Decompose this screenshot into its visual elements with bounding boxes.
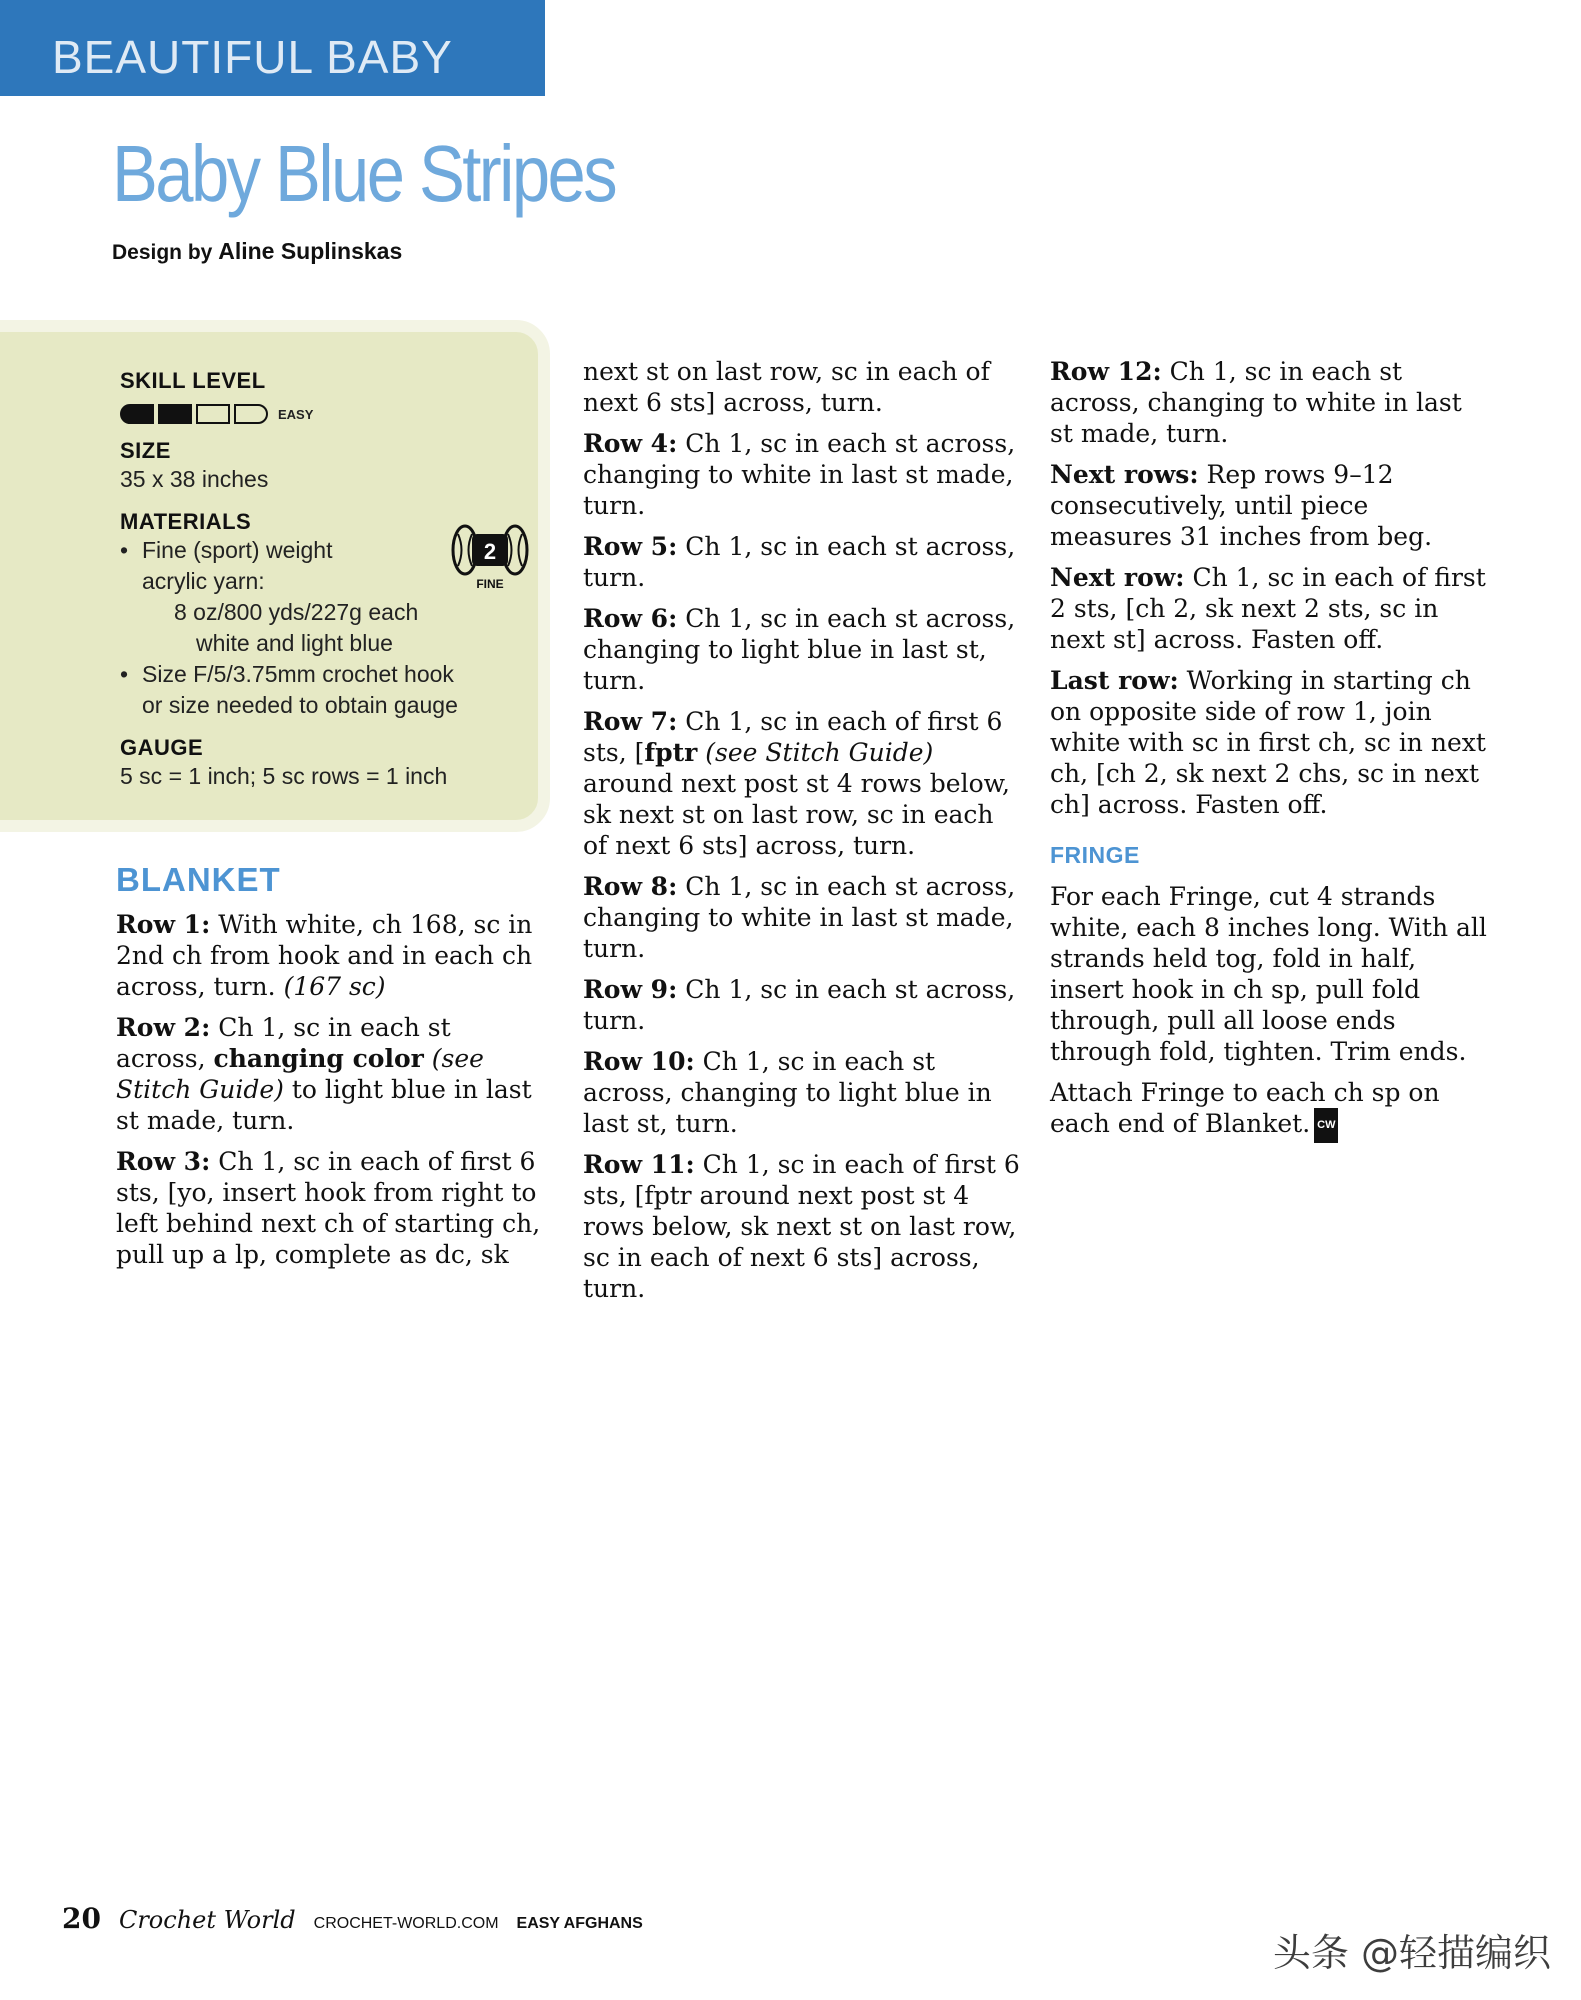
yarn-weight-icon bbox=[450, 520, 530, 600]
skill-box-2 bbox=[158, 404, 192, 424]
magazine-name: Crochet World bbox=[118, 1906, 296, 1934]
row-3-continued: next st on last row, sc in each of next 6 sts] across, turn. bbox=[583, 357, 990, 417]
page-number: 20 bbox=[62, 1902, 101, 1935]
hook-line-2: or size needed to obtain gauge bbox=[142, 692, 458, 718]
page-title: Baby Blue Stripes bbox=[112, 129, 616, 218]
gauge-heading: GAUGE bbox=[120, 735, 204, 760]
skill-box-3 bbox=[196, 404, 230, 424]
end-mark-icon: CW bbox=[1314, 1108, 1338, 1143]
fringe-para-2: Attach Fringe to each ch sp on each end of Blanket. CW bbox=[1050, 1077, 1490, 1143]
hook-line-1: • Size F/5/3.75mm crochet hook bbox=[142, 661, 454, 687]
row-4: Row 4: Ch 1, sc in each st across, changing to white in last st made, turn. bbox=[583, 429, 1016, 520]
yarn-line-4: white and light blue bbox=[196, 630, 393, 656]
row-6: Row 6: Ch 1, sc in each st across, changing to light blue in last st, turn. bbox=[583, 604, 1016, 695]
materials-heading: MATERIALS bbox=[120, 509, 252, 534]
next-rows: Next rows: Rep rows 9–12 consecutively, until piece measures 31 inches from beg. bbox=[1050, 460, 1433, 551]
page-footer bbox=[62, 1902, 643, 1935]
row-1: Row 1: With white, ch 168, sc in 2nd ch from hook and in each ch across, turn. (167 sc) bbox=[116, 910, 533, 1001]
size-heading: SIZE bbox=[120, 438, 171, 463]
row-5: Row 5: Ch 1, sc in each st across, turn. bbox=[583, 532, 1016, 592]
design-by-label: Design by bbox=[112, 241, 213, 264]
size-value: 35 x 38 inches bbox=[120, 466, 269, 492]
gauge-value: 5 sc = 1 inch; 5 sc rows = 1 inch bbox=[120, 763, 448, 789]
row-12: Row 12: Ch 1, sc in each st across, changing to white in last st made, turn. bbox=[1050, 357, 1462, 448]
watermark: 头条 @轻描编织 bbox=[1272, 1931, 1551, 1975]
column-1 bbox=[116, 861, 546, 1280]
next-row: Next row: Ch 1, sc in each of first 2 sts, [ch 2, sk next 2 sts, sc in next st] across. Fasten off. bbox=[1050, 563, 1486, 654]
column-3 bbox=[1050, 356, 1490, 1153]
designer-name: Aline Suplinskas bbox=[218, 238, 403, 264]
row-2: Row 2: Ch 1, sc in each st across, changing color (see Stitch Guide) to light blue in last st made, turn. bbox=[116, 1013, 532, 1135]
row-9: Row 9: Ch 1, sc in each st across, turn. bbox=[583, 975, 1016, 1035]
skill-level-value: EASY bbox=[278, 406, 314, 422]
row-11: Row 11: Ch 1, sc in each of first 6 sts, [fptr around next post st 4 rows below, sk next st on last row, sc in each of next 6 sts] across, turn. bbox=[583, 1150, 1020, 1303]
magazine-site: CROCHET-WORLD.COM bbox=[313, 1915, 499, 1932]
yarn-weight-label: FINE bbox=[476, 577, 504, 591]
row-10: Row 10: Ch 1, sc in each st across, changing to light blue in last st, turn. bbox=[583, 1047, 992, 1138]
row-7: Row 7: Ch 1, sc in each of first 6 sts, [fptr (see Stitch Guide) around next post st 4 rows below, sk next st on last row, sc in each of next 6 sts] across, turn. bbox=[583, 707, 1011, 860]
byline bbox=[112, 238, 402, 265]
materials-item-hook bbox=[120, 659, 538, 721]
yarn-line-2: acrylic yarn: bbox=[142, 568, 265, 594]
fringe-heading: FRINGE bbox=[1050, 842, 1140, 868]
yarn-weight-number: 2 bbox=[483, 539, 497, 564]
last-row: Last row: Working in starting ch on opposite side of row 1, join white with sc in first ch, sc in next ch, [ch 2, sk next 2 chs, sc in next ch] across. Fasten off. bbox=[1050, 666, 1486, 819]
skill-level-meter bbox=[120, 404, 538, 424]
yarn-line-3: 8 oz/800 yds/227g each bbox=[174, 599, 419, 625]
issue-name: EASY AFGHANS bbox=[516, 1915, 643, 1932]
section-tab: BEAUTIFUL BABY bbox=[0, 0, 545, 96]
blanket-heading: BLANKET bbox=[116, 861, 281, 898]
yarn-line-1: • Fine (sport) weight bbox=[142, 537, 333, 563]
skill-level-heading: SKILL LEVEL bbox=[120, 368, 266, 393]
skill-box-4 bbox=[234, 404, 268, 424]
column-2 bbox=[583, 356, 1023, 1314]
row-8: Row 8: Ch 1, sc in each st across, changing to white in last st made, turn. bbox=[583, 872, 1016, 963]
skill-box-1 bbox=[120, 404, 154, 424]
fringe-para-1: For each Fringe, cut 4 strands white, each 8 inches long. With all strands held tog, fold in half, insert hook in ch sp, pull fold through, pull all loose ends through fold, tighten. Trim ends. bbox=[1050, 882, 1487, 1066]
row-3: Row 3: Ch 1, sc in each of first 6 sts, [yo, insert hook from right to left behind next ch of starting ch, pull up a lp, complete as dc, sk bbox=[116, 1147, 541, 1269]
